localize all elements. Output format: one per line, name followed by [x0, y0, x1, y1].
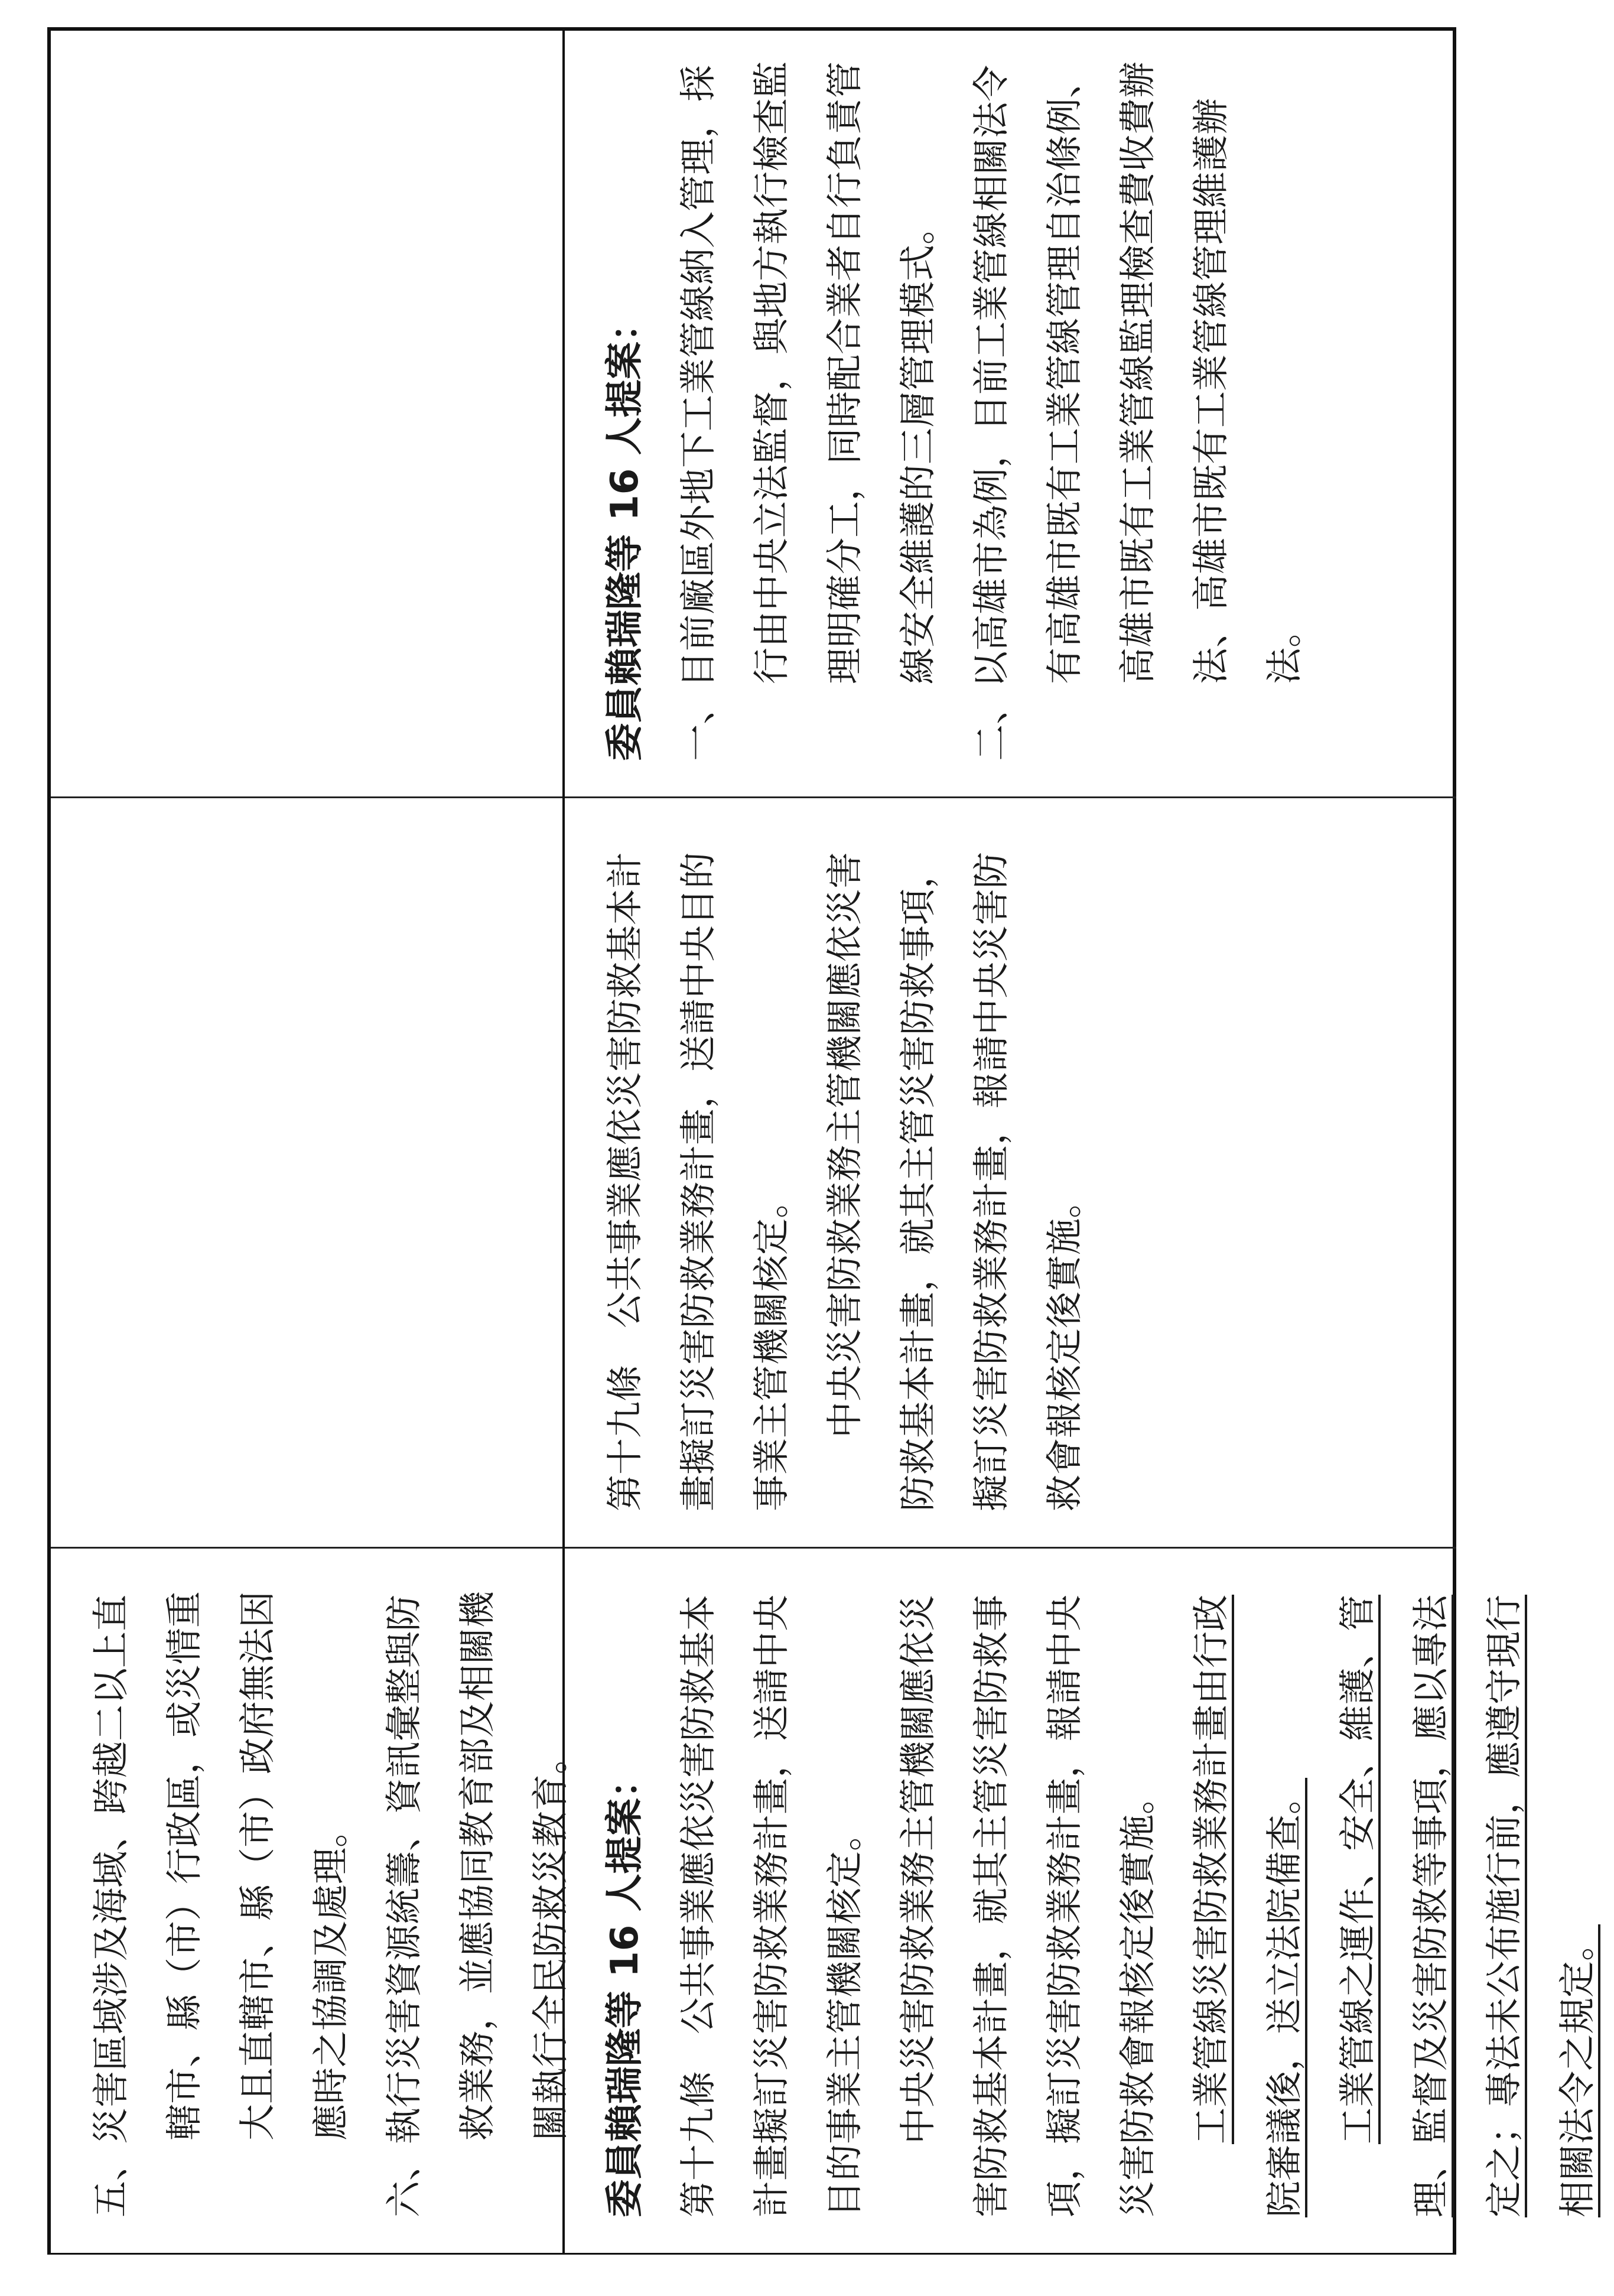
explanation-item-2: 二、以高雄市為例，目前工業管線相關法令有高雄市既有工業管線管理自治條例、高雄市既有工業管線監理檢查費收費辦法、高雄市既有工業管線管理維護辦法。 — [969, 61, 1306, 761]
article-19-para-1: 第十九條 公共事業應依災害防救基本計畫擬訂災害防救業務計畫，送請中央目的事業主管機關核定。 — [676, 1594, 866, 2217]
cell-top-right — [51, 25, 562, 796]
cell-explanation — [565, 25, 1456, 796]
explanation-item-1: 一、目前廠區外地下工業管線納入管理，採行由中央立法監督，與地方執行檢查監理明確分工，同時配合業者自行負責管線安全維護的三層管理模式。 — [676, 61, 939, 761]
article-19-para-2: 中央災害防救業務主管機關應依災害防救基本計畫，就其主管災害防救事項，擬訂災害防救業務計畫，報請中央災害防救會報核定後實施。 — [896, 1594, 1159, 2217]
cell-top-left — [51, 1547, 572, 2253]
current-article-19-para-2: 中央災害防救業務主管機關應依災害防救基本計畫，就其主管災害防救事項，擬訂災害防救業務計畫，報請中央災害防救會報核定後實施。 — [823, 851, 1086, 1511]
explanation-heading: 委員賴瑞隆等 16 人提案： — [603, 304, 647, 761]
cell-proposal-text — [565, 1547, 1599, 2253]
cell-current-law — [565, 796, 1456, 1547]
article-19-para-3-added: 工業管線災害防救業務計畫由行政院審議後，送立法院備查。 — [1189, 1594, 1306, 2217]
table-row-bottom — [565, 31, 1599, 2253]
table-row-top — [51, 31, 572, 2253]
proposal-heading: 委員賴瑞隆等 16 人提案： — [603, 1760, 647, 2217]
article-19-para-4-added: 工業管線之運作、安全、維護、管理、監督及災害防救等事項，應以專法定之；專法未公布施行前，應遵守現行相關法令之規定。 — [1336, 1594, 1599, 2217]
current-article-19-para-1: 第十九條 公共事業應依災害防救基本計畫擬訂災害防救業務計畫，送請中央目的事業主管機關核定。 — [603, 851, 793, 1511]
item-6-text: 六、執行災害資源統籌、資訊彙整與防救業務，並應協同教育部及相關機關執行全民防救災教育。 — [382, 1591, 572, 2217]
cell-top-middle — [51, 796, 562, 1547]
comparison-table — [47, 27, 1599, 2255]
item-5-text: 五、災害區域涉及海域、跨越二以上直轄市、縣（市）行政區，或災情重大且直轄市、縣（市）政府無法因應時之協調及處理。 — [89, 1591, 352, 2217]
